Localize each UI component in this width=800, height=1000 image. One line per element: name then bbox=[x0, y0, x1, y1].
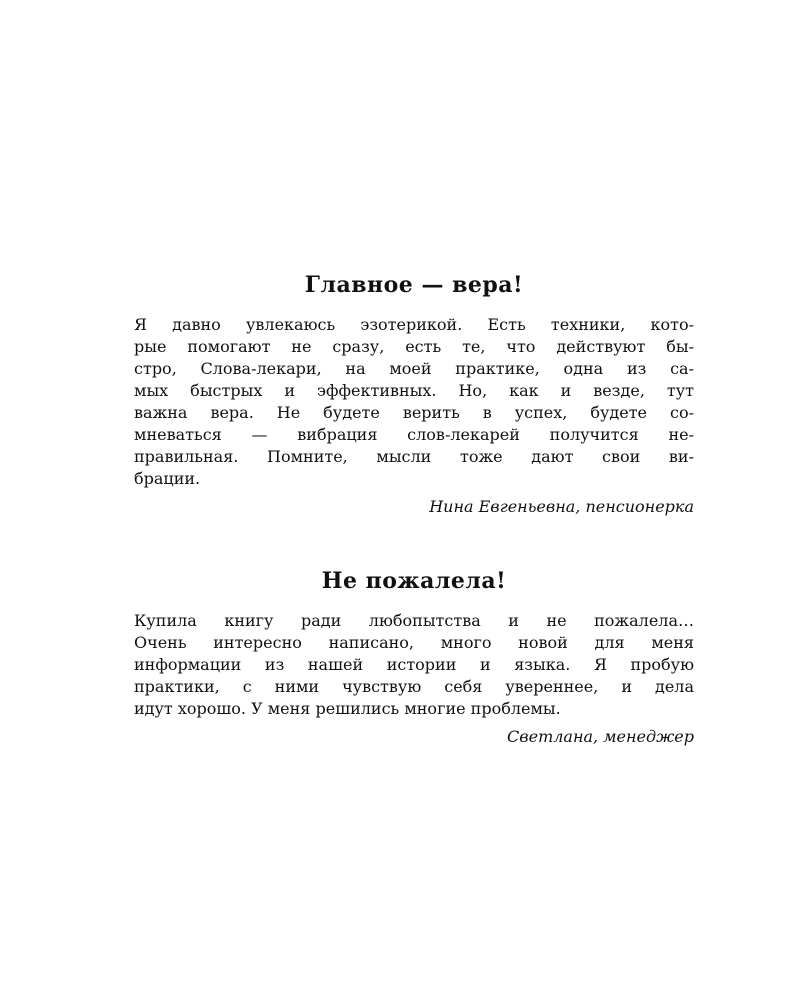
text-line: мневаться — вибрация слов-лекарей получится не- bbox=[134, 425, 694, 444]
text-line: мых быстрых и эффективных. Но, как и везде, тут bbox=[134, 381, 694, 400]
page-content bbox=[134, 270, 694, 748]
text-line: рые помогают не сразу, есть те, что действуют бы- bbox=[134, 337, 694, 356]
text-line: Я давно увлекаюсь эзотерикой. Есть техники, кото- bbox=[134, 315, 694, 334]
text-line: правильная. Помните, мысли тоже дают свои ви- bbox=[134, 447, 694, 466]
section-title: Не пожалела! bbox=[321, 568, 507, 594]
text-line: брации. bbox=[134, 469, 201, 488]
text-line: важна вера. Не будете верить в успех, будете со- bbox=[134, 403, 694, 422]
testimonial-1 bbox=[134, 270, 694, 518]
testimonial-2 bbox=[134, 566, 694, 748]
text-line: Купила книгу ради любопытства и не пожалела… bbox=[134, 611, 694, 630]
testimonial-author: Светлана, менеджер bbox=[507, 727, 694, 746]
testimonial-author: Нина Евгеньевна, пенсионерка bbox=[429, 497, 694, 516]
testimonial-text bbox=[134, 610, 694, 720]
testimonial-text bbox=[134, 314, 694, 490]
text-line: Очень интересно написано, много новой для меня bbox=[134, 633, 694, 652]
text-line: информации из нашей истории и языка. Я пробую bbox=[134, 655, 694, 674]
section-title: Главное — вера! bbox=[304, 272, 524, 298]
text-line: стро, Слова-лекари, на моей практике, одна из са- bbox=[134, 359, 694, 378]
text-line: идут хорошо. У меня решились многие проблемы. bbox=[134, 699, 561, 718]
text-line: практики, с ними чувствую себя увереннее, и дела bbox=[134, 677, 694, 696]
